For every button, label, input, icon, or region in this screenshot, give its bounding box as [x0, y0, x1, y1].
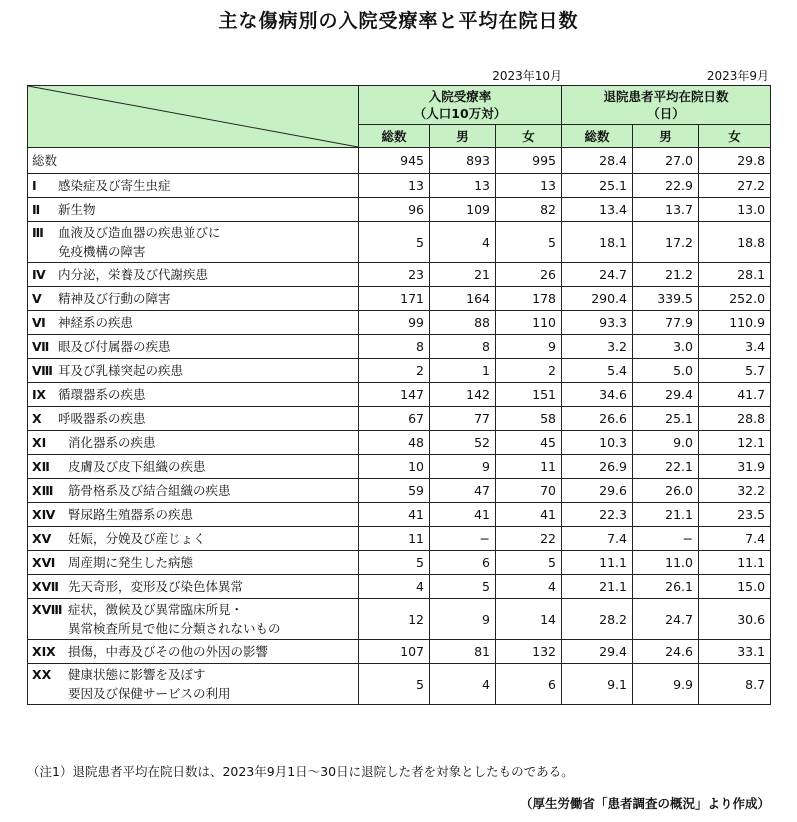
table-row — [28, 407, 771, 431]
value-cell: 11.0 — [633, 551, 699, 575]
value-cell: 7.4 — [562, 527, 633, 551]
row-label-cell — [28, 551, 359, 575]
value-cell: 5 — [496, 551, 562, 575]
row-label: 耳及び乳様突起の疾患 — [58, 363, 184, 378]
row-label: 新生物 — [58, 202, 96, 217]
value-cell: 339.5 — [633, 287, 699, 311]
table-row — [28, 383, 771, 407]
value-cell: 9.9 — [633, 664, 699, 705]
row-label-cell — [28, 527, 359, 551]
row-label: 損傷，中毒及びその他の外因の影響 — [68, 644, 269, 659]
value-cell: 178 — [496, 287, 562, 311]
value-cell: 11.1 — [699, 551, 771, 575]
value-cell: 25.1 — [562, 174, 633, 198]
value-cell: 34.6 — [562, 383, 633, 407]
value-cell: 59 — [359, 479, 430, 503]
value-cell: 10 — [359, 455, 430, 479]
table-row — [28, 455, 771, 479]
row-number: ⅩⅠ — [32, 435, 47, 450]
value-cell: 142 — [430, 383, 496, 407]
row-label: 眼及び付属器の疾患 — [58, 339, 171, 354]
value-cell: − — [633, 527, 699, 551]
diagonal-line — [28, 86, 358, 147]
value-cell: 31.9 — [699, 455, 771, 479]
value-cell: 26.9 — [562, 455, 633, 479]
value-cell: 3.4 — [699, 335, 771, 359]
table-row — [28, 640, 771, 664]
value-cell: 18.8 — [699, 222, 771, 263]
table-row — [28, 527, 771, 551]
table-row — [28, 551, 771, 575]
value-cell: 5.0 — [633, 359, 699, 383]
row-label-cell — [28, 640, 359, 664]
value-cell: 6 — [496, 664, 562, 705]
value-cell: 27.2 — [699, 174, 771, 198]
value-cell: 13.7 — [633, 198, 699, 222]
row-number: Ⅰ — [32, 178, 37, 193]
value-cell: 13.4 — [562, 198, 633, 222]
value-cell: 5 — [430, 575, 496, 599]
row-number: ⅩⅧ — [32, 602, 63, 617]
value-cell: 41 — [430, 503, 496, 527]
value-cell: 4 — [359, 575, 430, 599]
value-cell: 28.8 — [699, 407, 771, 431]
value-cell: 13 — [430, 174, 496, 198]
value-cell: 132 — [496, 640, 562, 664]
subheader-female: 女 — [699, 125, 771, 148]
value-cell: 4 — [430, 222, 496, 263]
value-cell: 4 — [430, 664, 496, 705]
table-row — [28, 575, 771, 599]
row-label-cell — [28, 359, 359, 383]
row-label-cell — [28, 174, 359, 198]
value-cell: 1 — [430, 359, 496, 383]
row-label-line2: 要因及び保健サービスの利用 — [68, 686, 231, 701]
value-cell: 33.1 — [699, 640, 771, 664]
value-cell: 17.2 — [633, 222, 699, 263]
row-label-cell — [28, 335, 359, 359]
value-cell: 7.4 — [699, 527, 771, 551]
value-cell: 29.4 — [562, 640, 633, 664]
row-label: 腎尿路生殖器系の疾患 — [68, 507, 194, 522]
value-cell: 110.9 — [699, 311, 771, 335]
value-cell: 21.1 — [562, 575, 633, 599]
table-row — [28, 503, 771, 527]
row-number: Ⅸ — [32, 387, 47, 402]
row-label-cell — [28, 198, 359, 222]
value-cell: 107 — [359, 640, 430, 664]
row-label: 総数 — [32, 153, 58, 168]
value-cell: 9.0 — [633, 431, 699, 455]
value-cell: 41 — [496, 503, 562, 527]
row-number: ⅩⅤ — [32, 531, 52, 546]
value-cell: 8.7 — [699, 664, 771, 705]
row-number: Ⅷ — [32, 363, 53, 378]
row-number: ⅩⅢ — [32, 483, 54, 498]
value-cell: 2 — [359, 359, 430, 383]
row-label-cell — [28, 455, 359, 479]
row-label-cell — [28, 479, 359, 503]
row-label-cell — [28, 263, 359, 287]
row-number: Ⅶ — [32, 339, 50, 354]
value-cell: 14 — [496, 599, 562, 640]
value-cell: 13 — [496, 174, 562, 198]
value-cell: 12.1 — [699, 431, 771, 455]
subheader-total: 総数 — [562, 125, 633, 148]
row-label: 先天奇形，変形及び染色体異常 — [68, 579, 244, 594]
table-row — [28, 599, 771, 640]
value-cell: 12 — [359, 599, 430, 640]
value-cell: 13 — [359, 174, 430, 198]
row-number: ⅩⅨ — [32, 644, 56, 659]
value-cell: 3.2 — [562, 335, 633, 359]
table-row — [28, 664, 771, 705]
value-cell: 995 — [496, 148, 562, 174]
value-cell: 8 — [359, 335, 430, 359]
value-cell: 147 — [359, 383, 430, 407]
date-label-left: 2023年10月 — [492, 69, 562, 83]
row-label-cell — [28, 575, 359, 599]
table-row — [28, 359, 771, 383]
row-label: 皮膚及び皮下組織の疾患 — [68, 459, 206, 474]
value-cell: 23.5 — [699, 503, 771, 527]
value-cell: 5 — [359, 222, 430, 263]
row-label: 筋骨格系及び結合組織の疾患 — [68, 483, 231, 498]
source-credit: （厚生労働省「患者調査の概況」より作成） — [519, 796, 770, 811]
value-cell: 82 — [496, 198, 562, 222]
value-cell: 30.6 — [699, 599, 771, 640]
value-cell: 23 — [359, 263, 430, 287]
value-cell: 26 — [496, 263, 562, 287]
value-cell: 110 — [496, 311, 562, 335]
table-row — [28, 287, 771, 311]
row-label: 感染症及び寄生虫症 — [58, 178, 171, 193]
table-row — [28, 479, 771, 503]
value-cell: 22 — [496, 527, 562, 551]
value-cell: 21.1 — [633, 503, 699, 527]
table-row — [28, 174, 771, 198]
value-cell: 21 — [430, 263, 496, 287]
row-number: ⅩⅥ — [32, 555, 56, 570]
table-row — [28, 263, 771, 287]
subheader-male: 男 — [633, 125, 699, 148]
row-number: Ⅴ — [32, 291, 42, 306]
value-cell: 22.1 — [633, 455, 699, 479]
date-label-right: 2023年9月 — [706, 69, 769, 83]
value-cell: 41.7 — [699, 383, 771, 407]
value-cell: 29.4 — [633, 383, 699, 407]
row-label-cell — [28, 431, 359, 455]
row-label: 呼吸器系の疾患 — [58, 411, 146, 426]
value-cell: 28.2 — [562, 599, 633, 640]
table-row — [28, 198, 771, 222]
value-cell: 4 — [496, 575, 562, 599]
value-cell: 5 — [359, 551, 430, 575]
value-cell: 67 — [359, 407, 430, 431]
row-label: 周産期に発生した病態 — [68, 555, 194, 570]
value-cell: 28.1 — [699, 263, 771, 287]
value-cell: 9 — [430, 455, 496, 479]
value-cell: 5 — [359, 664, 430, 705]
value-cell: 27.0 — [633, 148, 699, 174]
footnote: （注1）退院患者平均在院日数は、2023年9月1日～30日に退院した者を対象としたものである。 — [27, 764, 574, 779]
row-label-cell — [28, 599, 359, 640]
value-cell: 29.8 — [699, 148, 771, 174]
row-number: Ⅲ — [32, 225, 44, 240]
value-cell: 99 — [359, 311, 430, 335]
row-number: ⅩⅣ — [32, 507, 56, 522]
table-body — [28, 148, 771, 705]
subheader-male: 男 — [430, 125, 496, 148]
value-cell: 252.0 — [699, 287, 771, 311]
value-cell: 93.3 — [562, 311, 633, 335]
row-label: 内分泌，栄養及び代謝疾患 — [58, 267, 209, 282]
value-cell: 26.0 — [633, 479, 699, 503]
value-cell: 77.9 — [633, 311, 699, 335]
row-label-cell — [28, 222, 359, 263]
value-cell: 5 — [496, 222, 562, 263]
row-label-cell — [28, 503, 359, 527]
value-cell: 9 — [496, 335, 562, 359]
value-cell: 45 — [496, 431, 562, 455]
value-cell: 10.3 — [562, 431, 633, 455]
value-cell: 13.0 — [699, 198, 771, 222]
header-group-avg-stay: 退院患者平均在院日数 （日） — [562, 86, 771, 125]
value-cell: 48 — [359, 431, 430, 455]
value-cell: 96 — [359, 198, 430, 222]
statistics-table — [27, 85, 771, 705]
row-number: ⅩⅦ — [32, 579, 59, 594]
value-cell: 26.6 — [562, 407, 633, 431]
value-cell: 22.3 — [562, 503, 633, 527]
value-cell: 41 — [359, 503, 430, 527]
value-cell: 32.2 — [699, 479, 771, 503]
value-cell: 945 — [359, 148, 430, 174]
row-label-cell — [28, 383, 359, 407]
row-number: Ⅱ — [32, 202, 41, 217]
value-cell: 47 — [430, 479, 496, 503]
value-cell: 21.2 — [633, 263, 699, 287]
value-cell: 3.0 — [633, 335, 699, 359]
value-cell: 24.6 — [633, 640, 699, 664]
value-cell: 151 — [496, 383, 562, 407]
value-cell: 88 — [430, 311, 496, 335]
value-cell: 24.7 — [562, 263, 633, 287]
value-cell: 6 — [430, 551, 496, 575]
row-number: ⅩⅡ — [32, 459, 50, 474]
table-row — [28, 335, 771, 359]
row-label: 健康状態に影響を及ぼす — [68, 667, 206, 682]
value-cell: 11.1 — [562, 551, 633, 575]
value-cell: 28.4 — [562, 148, 633, 174]
value-cell: 24.7 — [633, 599, 699, 640]
value-cell: − — [430, 527, 496, 551]
value-cell: 8 — [430, 335, 496, 359]
row-label: 循環器系の疾患 — [58, 387, 146, 402]
row-label-cell — [28, 407, 359, 431]
row-label-cell — [28, 148, 359, 174]
row-label-line2: 免疫機構の障害 — [58, 244, 146, 259]
value-cell: 18.1 — [562, 222, 633, 263]
row-number: ⅩⅩ — [32, 667, 52, 682]
value-cell: 11 — [496, 455, 562, 479]
value-cell: 2 — [496, 359, 562, 383]
value-cell: 109 — [430, 198, 496, 222]
row-label: 神経系の疾患 — [58, 315, 134, 330]
table-row — [28, 311, 771, 335]
value-cell: 58 — [496, 407, 562, 431]
row-label: 妊娠，分娩及び産じょく — [68, 531, 206, 546]
value-cell: 893 — [430, 148, 496, 174]
row-label-cell — [28, 311, 359, 335]
row-number: Ⅵ — [32, 315, 46, 330]
value-cell: 171 — [359, 287, 430, 311]
value-cell: 25.1 — [633, 407, 699, 431]
header-corner-cell — [28, 86, 359, 148]
value-cell: 81 — [430, 640, 496, 664]
row-label: 精神及び行動の障害 — [58, 291, 171, 306]
table-row — [28, 222, 771, 263]
table-row — [28, 148, 771, 174]
header-group-admission-rate: 入院受療率 （人口10万対） — [359, 86, 562, 125]
value-cell: 164 — [430, 287, 496, 311]
value-cell: 26.1 — [633, 575, 699, 599]
row-label-cell — [28, 664, 359, 705]
value-cell: 52 — [430, 431, 496, 455]
row-label: 血液及び造血器の疾患並びに — [58, 225, 221, 240]
value-cell: 15.0 — [699, 575, 771, 599]
value-cell: 11 — [359, 527, 430, 551]
subheader-total: 総数 — [359, 125, 430, 148]
row-number: Ⅹ — [32, 411, 42, 426]
page-title: 主な傷病別の入院受療率と平均在院日数 — [218, 10, 579, 32]
table-row — [28, 431, 771, 455]
value-cell: 22.9 — [633, 174, 699, 198]
row-label: 消化器系の疾患 — [68, 435, 156, 450]
row-label: 症状，徴候及び異常臨床所見・ — [68, 602, 244, 617]
value-cell: 70 — [496, 479, 562, 503]
value-cell: 29.6 — [562, 479, 633, 503]
subheader-female: 女 — [496, 125, 562, 148]
value-cell: 5.7 — [699, 359, 771, 383]
row-number: Ⅳ — [32, 267, 46, 282]
row-label-line2: 異常検査所見で他に分類されないもの — [68, 621, 281, 636]
value-cell: 290.4 — [562, 287, 633, 311]
value-cell: 9 — [430, 599, 496, 640]
row-label-cell — [28, 287, 359, 311]
value-cell: 5.4 — [562, 359, 633, 383]
value-cell: 77 — [430, 407, 496, 431]
value-cell: 9.1 — [562, 664, 633, 705]
